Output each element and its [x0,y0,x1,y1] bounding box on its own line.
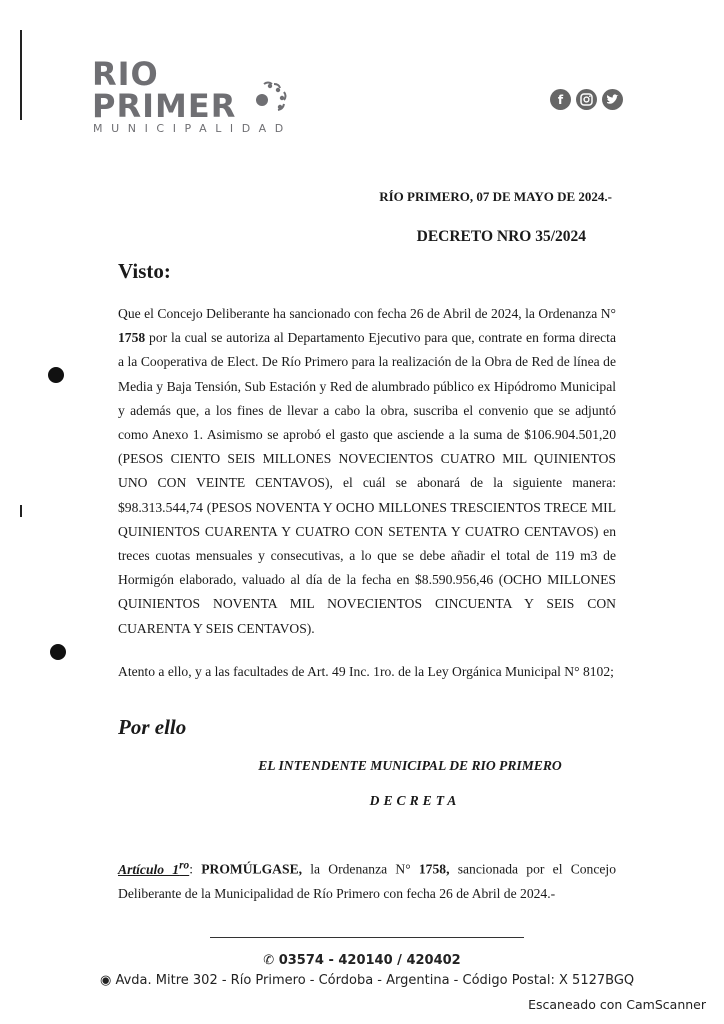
logo-text-municipalidad: MUNICIPALIDAD [93,122,292,135]
atento-paragraph [118,660,616,684]
camscanner-watermark: Escaneado con CamScanner [528,997,706,1012]
phone-text: 03574 - 420140 / 420402 [278,953,461,968]
location-pin-icon: ◉ [100,973,112,988]
article-label-sup: ro [179,859,190,871]
facebook-icon: f [550,89,571,110]
visto-heading: Visto: [118,259,171,283]
por-ello-heading: Por ello [118,715,187,739]
instagram-icon [576,89,597,110]
document-date: RÍO PRIMERO, 07 DE MAYO DE 2024.- [379,189,612,204]
decreta-heading: DECRETA [369,793,461,808]
footer-address [100,973,635,988]
scan-edge-mark [20,30,22,120]
text-run: la Ordenanza N° [302,861,419,877]
ordinance-number: 1758, [418,861,450,877]
punch-hole [50,644,66,660]
ordinance-number: 1758 [118,330,146,346]
scan-edge-mark [20,505,22,517]
address-text: Avda. Mitre 302 - Río Primero - Córdoba - Argentina - Código Postal: X 5127BGQ [115,973,635,988]
logo-text-rio: RIO [92,55,159,93]
footer-divider [210,937,524,938]
logo-text-primer: PRIMER [92,87,237,125]
text-run: Que el Concejo Deliberante ha sancionado con fecha 26 de Abril de 2024, la Ordenanza N° [118,306,616,321]
twitter-icon [602,89,623,110]
article-label: Artículo 1 [118,861,180,877]
punch-hole [48,367,64,383]
logo-sun-icon [248,80,292,114]
text-run: sancionada por el Concejo Deliberante de la Municipalidad de Río Primero con fecha 26 de Abril de 2024.- [118,861,616,901]
phone-icon: ✆ [263,953,275,968]
intendente-heading: EL INTENDENTE MUNICIPAL DE RIO PRIMERO [258,758,562,773]
decree-number: DECRETO NRO 35/2024 [416,228,586,245]
visto-paragraph [118,302,616,641]
text-run: PROMÚLGASE, [201,861,303,877]
footer-phone [200,953,524,968]
text-run: por la cual se autoriza al Departamento Ejecutivo para que, contrate en forma directa a la Cooperativa de Elect. De Río Primero para la realización de la Obra de Red de línea de Media y Baja Tensión, Sub Estación y Red de alumbrado público ex Hipódromo Municipal y además que, a los fines de llevar a cabo la obra, suscriba el convenio que se adjuntó como Anexo 1. Asimismo se aprobó el gasto que asciende a la suma de $106.904.501,20 (PESOS CIENTO SEIS MILLONES NOVECIENTOS CUATRO MIL QUINIENTOS UNO CON VEINTE CENTAVOS), el cuál se abonará de la siguiente manera: $98.313.544,74 (PESOS NOVENTA Y OCHO MILLONES TRESCIENTOS TRECE MIL QUINIENTOS CUARENTA Y CUATRO CON SETENTA Y CUATRO CENTAVOS) en treces cuotas mensuales y consecutivas, a lo que se debe añadir el total de 119 m3 de Hormigón elaborado, valuado al día de la fecha en $8.590.956,46 (OCHO MILLONES QUINIENTOS NOVENTA MIL NOVECIENTOS CINCUENTA Y SEIS CON CUARENTA Y SEIS CENTAVOS). [118,330,616,636]
text-run: : [189,861,202,877]
article-1 [118,853,616,906]
text-run: Atento a ello, y a las facultades de Art. 49 Inc. 1ro. de la Ley Orgánica Municipal N° 8102; [118,664,614,679]
